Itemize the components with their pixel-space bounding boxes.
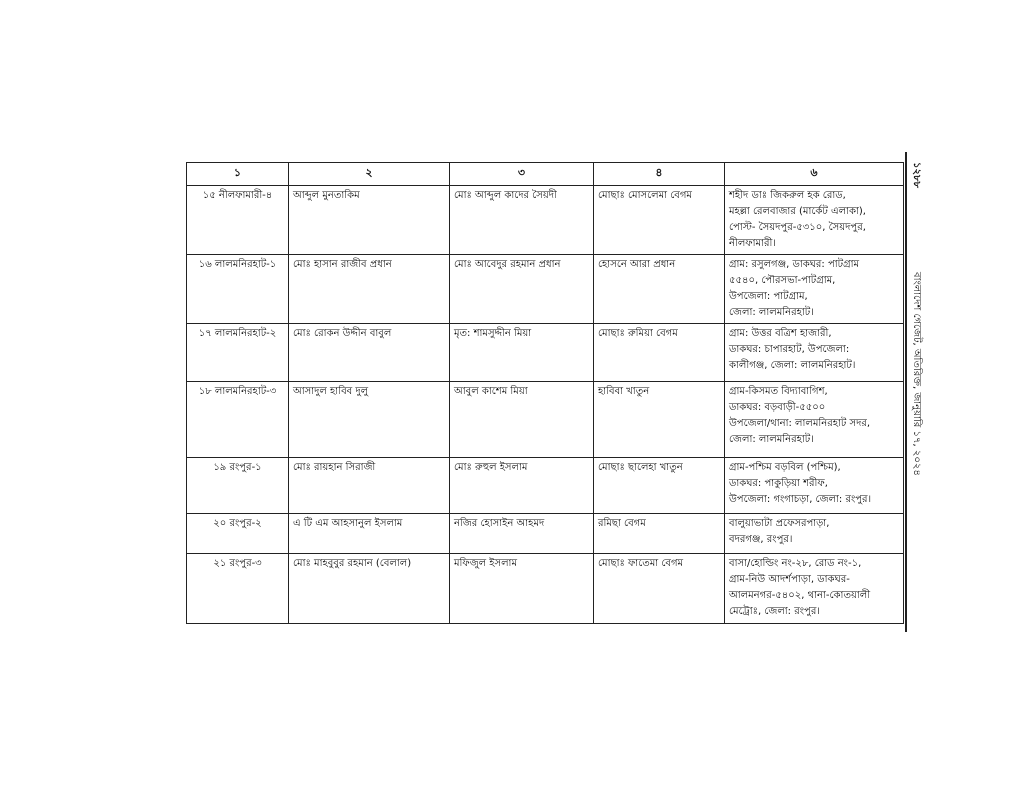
seat-cell: ১৮ লালমনিরহাট-৩ <box>187 382 289 458</box>
table-row <box>187 255 904 324</box>
address-line: উপজেলা: পাটগ্রাম, <box>729 291 808 302</box>
address-line: ডাকঘর: বড়বাড়ী-৫৫০০ <box>729 402 826 413</box>
seat-cell: ২০ রংপুর-২ <box>187 514 289 554</box>
column-header-3: ৩ <box>450 163 594 186</box>
address-line: মহল্লা রেলবাজার (মার্কেট এলাকা), <box>729 206 866 217</box>
father-name-cell: মোঃ আব্দুল কাদের সৈয়দী <box>450 186 594 255</box>
candidate-table <box>186 162 904 624</box>
address-cell <box>725 458 904 514</box>
address-cell <box>725 255 904 324</box>
mother-name-cell: রমিছা বেগম <box>594 514 725 554</box>
address-line: ডাকঘর: পাকুড়িয়া শরীফ, <box>729 478 828 489</box>
address-line: কালীগঞ্জ, জেলা: লালমনিরহাট। <box>729 360 856 371</box>
father-name-cell: মৃত: শামসুদ্দীন মিয়া <box>450 324 594 382</box>
table-body <box>187 186 904 624</box>
candidate-name-cell: মোঃ রায়হান সিরাজী <box>289 458 450 514</box>
father-name-cell: নজির হোসাইন আহমদ <box>450 514 594 554</box>
address-line: নীলফামারী। <box>729 238 776 249</box>
father-name-cell: মোঃ রুহুল ইসলাম <box>450 458 594 514</box>
address-line: বাসা/হোল্ডিং নং-২৮, রোড নং-১, <box>729 558 862 569</box>
address-line: গ্রাম-পশ্চিম বড়বিল (পশ্চিম), <box>729 462 841 473</box>
seat-cell: ১৭ লালমনিরহাট-২ <box>187 324 289 382</box>
address-line: জেলা: লালমনিরহাট। <box>729 307 814 318</box>
mother-name-cell: হোসনে আরা প্রধান <box>594 255 725 324</box>
address-cell <box>725 186 904 255</box>
mother-name-cell: মোছাঃ রুমিয়া বেগম <box>594 324 725 382</box>
address-line: জেলা: লালমনিরহাট। <box>729 434 814 445</box>
address-line: গ্রাম: উত্তর বত্রিশ হাজারী, <box>729 328 832 339</box>
column-header-2: ২ <box>289 163 450 186</box>
address-line: উপজেলা/থানা: লালমনিরহাট সদর, <box>729 418 871 429</box>
table-row <box>187 186 904 255</box>
table-row <box>187 382 904 458</box>
seat-cell: ১৯ রংপুর-১ <box>187 458 289 514</box>
father-name-cell: মোঃ আবেদুর রহমান প্রধান <box>450 255 594 324</box>
column-header-4: ৪ <box>594 163 725 186</box>
address-cell <box>725 382 904 458</box>
page-number: ১২৮৮ <box>911 162 922 188</box>
running-header: বাংলাদেশ গেজেট, অতিরিক্ত, জানুয়ারি ১৭, ২০২৪ <box>911 272 922 476</box>
address-line: গ্রাম-কিসমত বিদ্যাবাগিশ, <box>729 386 828 397</box>
margin-divider <box>905 152 907 632</box>
table-row <box>187 514 904 554</box>
seat-cell: ১৫ নীলফামারী-৪ <box>187 186 289 255</box>
candidate-name-cell: আসাদুল হাবিব দুলু <box>289 382 450 458</box>
address-line: মেট্রোঃ, জেলা: রংপুর। <box>729 606 820 617</box>
candidate-name-cell: মোঃ রোকন উদ্দীন বাবুল <box>289 324 450 382</box>
address-line: বদরগঞ্জ, রংপুর। <box>729 534 793 545</box>
candidate-name-cell: মোঃ মাহবুবুর রহমান (বেলাল) <box>289 554 450 624</box>
address-line: উপজেলা: গংগাচড়া, জেলা: রংপুর। <box>729 494 872 505</box>
seat-cell: ১৬ লালমনিরহাট-১ <box>187 255 289 324</box>
mother-name-cell: মোছাঃ মোসলেমা বেগম <box>594 186 725 255</box>
address-line: বালুয়াভাটা প্রফেসরপাড়া, <box>729 518 830 529</box>
table-header-row <box>187 163 904 186</box>
address-line: গ্রাম: রসুলগঞ্জ, ডাকঘর: পাটগ্রাম <box>729 259 860 270</box>
column-header-1: ১ <box>187 163 289 186</box>
address-line: ৫৫৪০, পৌরসভা-পাটগ্রাম, <box>729 275 836 286</box>
table-row <box>187 458 904 514</box>
table-row <box>187 554 904 624</box>
father-name-cell: আবুল কাশেম মিয়া <box>450 382 594 458</box>
table-row <box>187 324 904 382</box>
candidate-name-cell: আব্দুল মুনতাকিম <box>289 186 450 255</box>
father-name-cell: মফিজুল ইসলাম <box>450 554 594 624</box>
candidate-name-cell: মোঃ হাসান রাজীব প্রধান <box>289 255 450 324</box>
address-line: আলমনগর-৫৪০২, থানা-কোতয়ালী <box>729 590 871 601</box>
address-line: পোস্ট- সৈয়দপুর-৫৩১০, সৈয়দপুর, <box>729 222 866 233</box>
address-line: ডাকঘর: চাপারহাট, উপজেলা: <box>729 344 850 355</box>
address-cell <box>725 324 904 382</box>
address-cell <box>725 514 904 554</box>
address-line: শহীদ ডাঃ জিকরুল হক রোড, <box>729 190 846 201</box>
address-line: গ্রাম-নিউ আদর্শপাড়া, ডাকঘর- <box>729 574 850 585</box>
candidate-name-cell: এ টি এম আহসানুল ইসলাম <box>289 514 450 554</box>
column-header-6: ৬ <box>725 163 904 186</box>
address-cell <box>725 554 904 624</box>
mother-name-cell: মোছাঃ ছালেহা খাতুন <box>594 458 725 514</box>
mother-name-cell: মোছাঃ ফাতেমা বেগম <box>594 554 725 624</box>
seat-cell: ২১ রংপুর-৩ <box>187 554 289 624</box>
mother-name-cell: হাবিবা খাতুন <box>594 382 725 458</box>
